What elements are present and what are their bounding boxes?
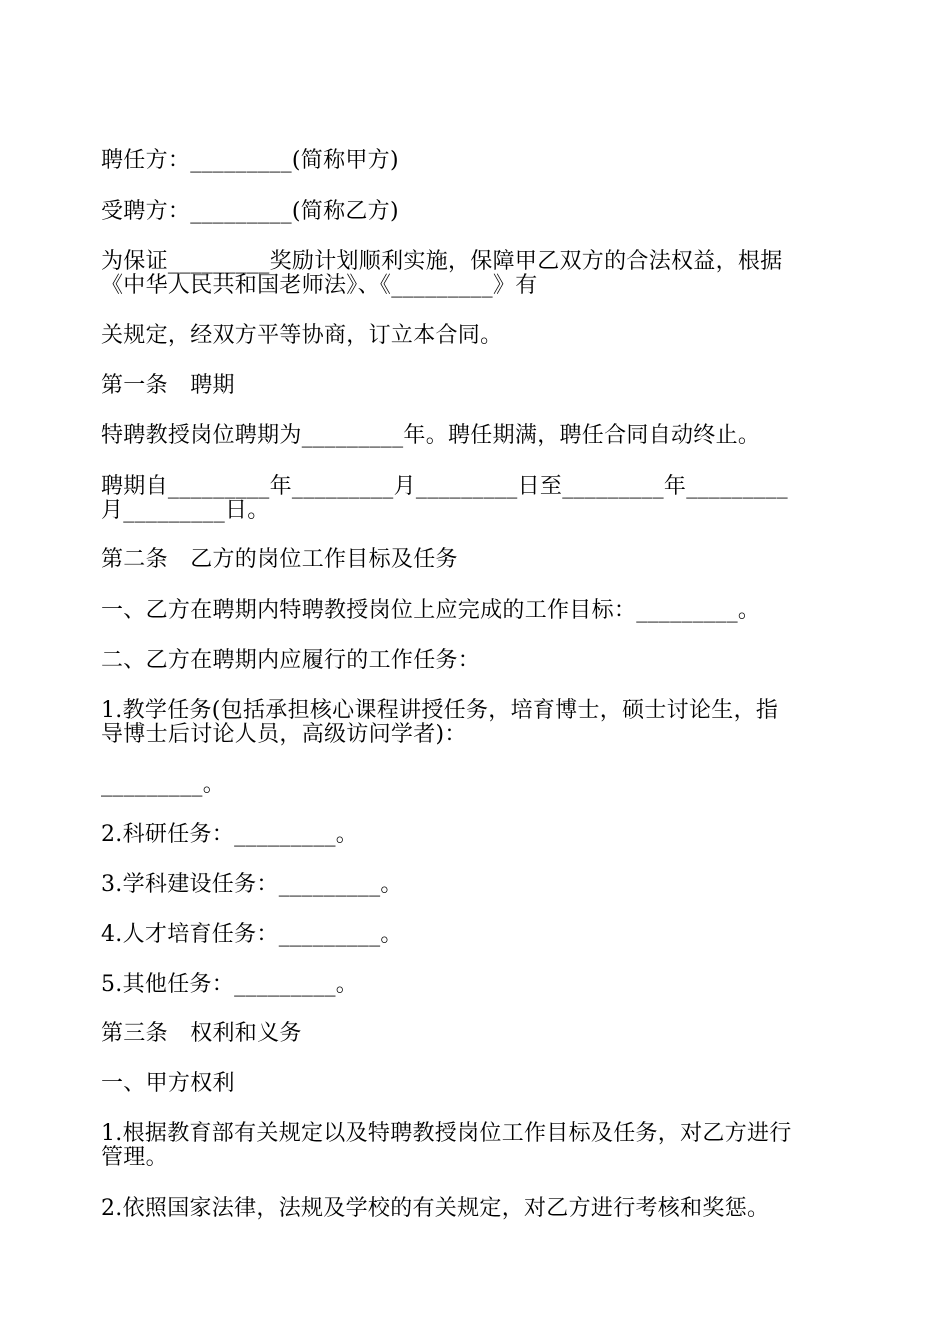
article-2-discipline-task: 3.学科建设任务：_________。 xyxy=(101,872,403,897)
article-3-right-1-line-2: 管理。 xyxy=(101,1145,168,1170)
article-2-other-task: 5.其他任务：_________。 xyxy=(101,972,359,997)
article-2-tasks-intro: 二、乙方在聘期内应履行的工作任务： xyxy=(101,648,481,673)
article-1-heading: 第一条 聘期 xyxy=(101,373,235,398)
article-1-term-length: 特聘教授岗位聘期为_________年。聘任期满，聘任合同自动终止。 xyxy=(101,423,761,448)
article-3-heading: 第三条 权利和义务 xyxy=(101,1021,302,1046)
contract-line-preamble-3: 关规定，经双方平等协商，订立本合同。 xyxy=(101,323,503,348)
article-2-teaching-task-1: 1.教学任务(包括承担核心课程讲授任务，培育博士，硕士讨论生，指 xyxy=(101,698,779,723)
article-2-talent-task: 4.人才培育任务：_________。 xyxy=(101,922,403,947)
contract-line-employer: 聘任方：_________(简称甲方) xyxy=(101,148,399,173)
article-2-teaching-task-blank: _________。 xyxy=(101,772,225,797)
article-1-term-dates-1: 聘期自_________年_________月_________日至_________年_________ xyxy=(101,474,788,499)
article-3-right-2: 2.依照国家法律，法规及学校的有关规定，对乙方进行考核和奖惩。 xyxy=(101,1196,770,1221)
contract-line-preamble-1: 为保证_________奖励计划顺利实施，保障甲乙双方的合法权益，根据 xyxy=(101,249,783,274)
article-1-term-dates-2: 月_________日。 xyxy=(101,498,270,523)
article-2-goals: 一、乙方在聘期内特聘教授岗位上应完成的工作目标：_________。 xyxy=(101,598,761,623)
article-2-teaching-task-2: 导博士后讨论人员，高级访问学者)： xyxy=(101,722,467,747)
contract-line-employee: 受聘方：_________(简称乙方) xyxy=(101,199,399,224)
article-3-right-1-line-1: 1.根据教育部有关规定以及特聘教授岗位工作目标及任务，对乙方进行 xyxy=(101,1121,792,1146)
article-2-heading: 第二条 乙方的岗位工作目标及任务 xyxy=(101,547,458,572)
article-2-research-task: 2.科研任务：_________。 xyxy=(101,822,359,847)
article-3-party-a-rights-heading: 一、甲方权利 xyxy=(101,1071,235,1096)
contract-line-preamble-2: 《中华人民共和国老师法》、《_________》有 xyxy=(101,273,538,298)
